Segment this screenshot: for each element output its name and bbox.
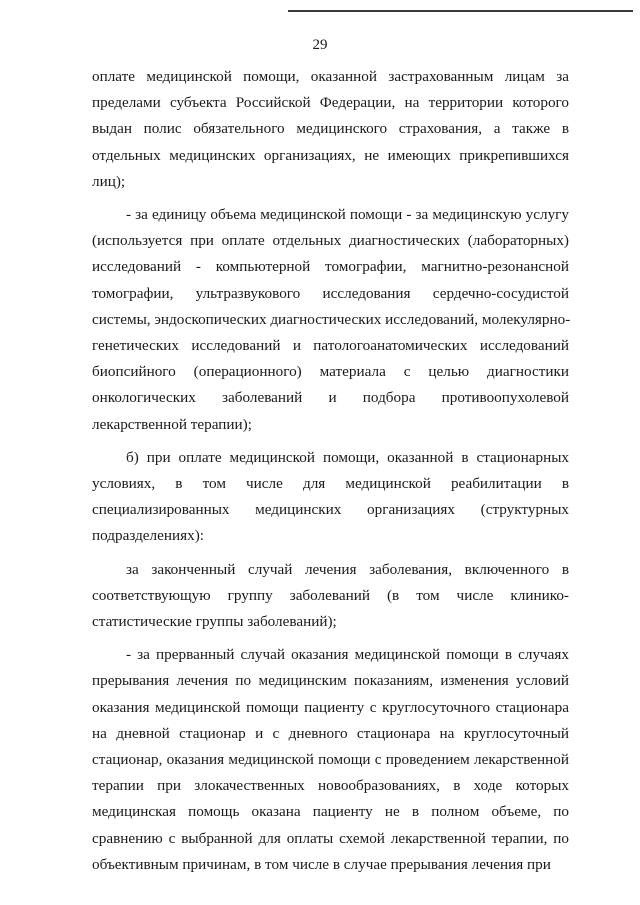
text-line: выдан полис обязательного медицинского страхования, а также в: [92, 120, 569, 138]
text-line: пределами субъекта Российской Федерации, на территории которого: [92, 94, 569, 112]
text-line: статистические группы заболеваний);: [92, 613, 337, 631]
text-line: системы, эндоскопических диагностических исследований, молекулярно-: [92, 310, 571, 328]
text-line: оказания медицинской помощи пациенту с круглосуточного стационара: [92, 698, 569, 716]
document-body: [92, 64, 569, 885]
text-line: оплате медицинской помощи, оказанной застрахованным лицам за: [92, 68, 569, 85]
text-line: исследований - компьютерной томографии, магнитно-резонансной: [92, 258, 569, 276]
page-number: 29: [312, 37, 328, 53]
paragraph: [92, 557, 569, 636]
text-line: томографии, ультразвукового исследования сердечно-сосудистой: [92, 284, 569, 302]
text-line: сравнению с выбранной для оплаты схемой лекарственной терапии, по: [92, 829, 569, 847]
text-line: (используется при оплате отдельных диагностических (лабораторных): [92, 232, 569, 250]
scan-edge-line: [288, 10, 633, 12]
text-line: соответствующую группу заболеваний (в том числе клинико-: [92, 586, 569, 604]
text-line: лекарственной терапии);: [92, 415, 252, 433]
paragraph: [92, 445, 569, 550]
text-line: отдельных медицинских организациях, не имеющих прикрепившихся: [92, 146, 569, 164]
paragraph: [92, 202, 569, 438]
text-line: за законченный случай лечения заболевания, включенного в: [126, 560, 569, 578]
text-line: прерывания лечения по медицинским показаниям, изменения условий: [92, 672, 569, 690]
text-line: подразделениях):: [92, 527, 204, 545]
text-line: терапии при злокачественных новообразованиях, в ходе которых: [92, 777, 569, 795]
text-line: объективным причинам, в том числе в случае прерывания лечения при: [92, 855, 551, 873]
paragraph: [92, 64, 569, 195]
text-line: условиях, в том числе для медицинской реабилитации в: [92, 475, 569, 493]
text-line: медицинская помощь оказана пациенту не в полном объеме, по: [92, 803, 569, 821]
text-line: лиц);: [92, 172, 126, 190]
text-line: стационар, оказания медицинской помощи с проведением лекарственной: [92, 751, 569, 769]
text-line: онкологических заболеваний и подбора противоопухолевой: [92, 389, 569, 407]
text-line: генетических исследований и патологоанатомических исследований: [92, 337, 569, 355]
paragraph: [92, 642, 569, 878]
text-line: на дневной стационар и с дневного стационара на круглосуточный: [92, 724, 569, 742]
text-line: специализированных медицинских организациях (структурных: [92, 501, 569, 519]
text-line: - за прерванный случай оказания медицинской помощи в случаях: [126, 646, 569, 664]
text-line: б) при оплате медицинской помощи, оказанной в стационарных: [126, 448, 569, 466]
text-line: биопсийного (операционного) материала с целью диагностики: [92, 363, 569, 381]
text-line: - за единицу объема медицинской помощи - за медицинскую услугу: [126, 206, 569, 224]
